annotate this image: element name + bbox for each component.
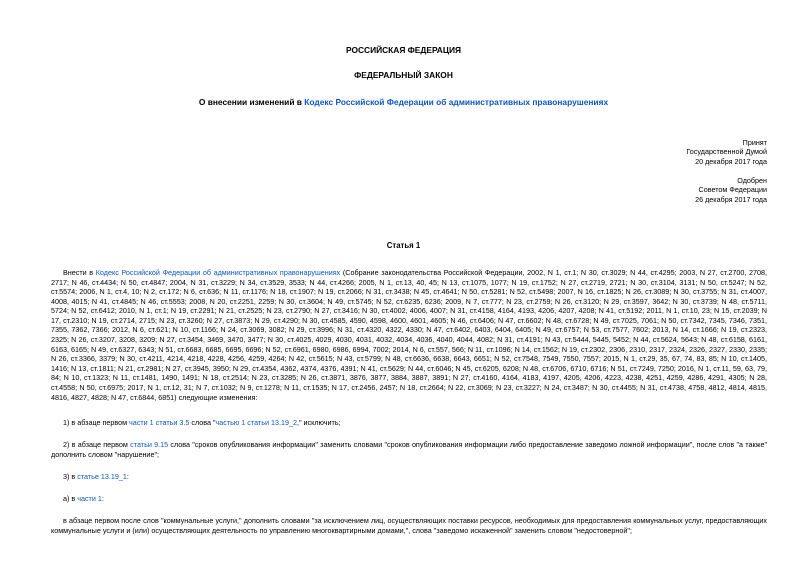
intro-text: (Собрание законодательства Российской Федерации, 2002, N 1, ст.1; N 30, ст.3029; N 44, ст.4295; 2003, N 27, ст.2700, 2708, 2717; N 46, ст.4434; N 50, ст.4847; 2004, N 31, ст.3229; N 34, ст.3529, 3533; N 44, ст.4266; 2005, N 1, ст.13, 40, 45; N 13, ст.1075, 1077; N 19, ст.1752; N 27, ст.2719, 2721; N 30, ст.3104, 3131; N 50, ст.5247; N 52, ст.5574; 2006, N 1, ст.4, 10; N 2, ст.172; N 6, ст.636; N 11, ст.1176; N 18, ст.1907; N 19, ст.2066; N 31, ст.3438; N 45, ст.4641; N 50, ст.5281; N 52, ст.5498; 2007, N 16, ст.1825; N 26, ст.3089; N 30, ст.3755; N 31, ст.4007, 4008, 4015; N 41, ст.4845; N 46, ст.5553; 2008, N 20, ст.2251, 2259; N 30, ст.3604; N 49, ст.5745; N 52, ст.6235, 6236; 2009, N 7, ст.777; N 23, ст.2759; N 26, ст.3120; N 29, ст.3597, 3642; N 30, ст.3739; N 48, ст.5711, 5724; N 52, ст.6412; 2010, N 1, ст.1; N 19, ст.2291; N 21, ст.2525; N 23, ст.2790; N 27, ст.3416; N 30, ст.4002, 4006, 4007; N 31, ст.4158, 4164, 4193, 4206, 4207, 4208; N 41, ст.5192; 2011, N 1, ст.10, 23; N 15, ст.2039; N 17, ст.2310; N 19, ст.2714, 2715; N 23, ст.3260; N 27, ст.3873; N 29, ст.4290; N 30, ст.4585, 4590, 4598, 4600, 4601, 4605; N 46, ст.6406; N 47, ст.6602; N 48, ст.6728; N 49, ст.7025, 7061; N 50, ст.7342, 7345, 7346, 7351, 7355, 7362, 7366; 2012, N 6, ст.621; N 10, ст.1166; N 24, ст.3069, 3082; N 29, ст.3996; N 31, ст.4320, 4322, 4330; N 47, ст.6402, 6403, 6404, 6405; N 49, ст.6757; N 53, ст.7577, 7602; 2013, N 14, ст.1666; N 19, ст.2323, 2325; N 26, ст.3207, 3208, 3209; N 27, ст.3454, 3469, 3470, 3477; N 30, ст.4025, 4029, 4030, 4031, 4032, 4034, 4036, 4040, 4044, 4082; N 31, ст.4191; N 43, ст.5444, 5445, 5452; N 44, ст.5624, 5643; N 48, ст.6158, 6161, 6163, 6165; N 49, ст.6327, 6343; N 51, ст.6683, 6685, 6695, 6696; N 52, ст.6961, 6980, 6986, 6994, 7002; 2014, N 6, ст.557, 566; N 11, ст.1096; N 14, ст.1562; N 19, ст.2302, 2306, 2310, 2317, 2324, 2326, 2327, 2330, 2335; N 26, ст.3366, 3379; N 30, ст.4211, 4214, 4218, 4228, 4256, 4259, 4264; N 42, ст.5615; N 43, ст.5799; N 48, ст.6636, 6638, 6643, 6651; N 52, ст.7548, 7549, 7550, 7557; 2015, N 1, ст.29, 35, 67, 74, 83, 85; N 10, ст.1405, 1416; N 13, ст.1811; N 21, ст.2981; N 27, ст.3945, 3950; N 29, ст.4354, 4362, 4374, 4376, 4391; N 41, ст.5629; N 44, ст.6046; N 45, ст.6205, 6208; N 48, ст.6706, 6710, 6716; N 51, ст.7249, 7250; 2016, N 1, ст.11, 59, 63, 79, 84; N 10, ст.1323; N 11, ст.1481, 1490, 1491; N 18, ст.2514; N 23, ст.3285; N 26, ст.3871, 3876, 3877, 3884, 3887, 3891; N 27, ст.4160, 4164, 4183, 4197, 4205, 4206, 4223, 4238, 4251, 4259, 4286, 4291, 4305; N 28, ст.4558; N 50, ст.6975; 2017, N 1, ст.12, 31; N 7, ст.1032; N 9, ст.1278; N 11, ст.1535; N 17, ст.2456, 2457; N 18, ст.2664; N 22, ст.3069; N 23, ст.3227; N 24, ст.3487; N 30, ст.4455; N 31, ст.4738, 4758, 4812, 4814, 4815, 4816, 4827, 4828; N 47, ст.6844, 6851) следующие изменения:: [51, 268, 767, 402]
item-3-text-b: :: [126, 472, 129, 481]
item-2-text-a: 2) в абзаце первом: [63, 440, 131, 449]
approved-block: [695, 176, 767, 204]
link-article9-15[interactable]: статьи 9.15: [130, 440, 169, 449]
approved-line3: 26 декабря 2017 года: [695, 194, 767, 204]
federation-heading: РОССИЙСКАЯ ФЕДЕРАЦИЯ: [345, 45, 462, 55]
article-intro-paragraph: [51, 268, 767, 402]
link-part1[interactable]: части 1: [77, 494, 102, 503]
link-article13-19-1[interactable]: статье 13.19_1: [77, 472, 127, 481]
law-title-prefix: О внесении изменений в: [198, 97, 305, 107]
accepted-line2: Государственной Думой: [686, 147, 767, 157]
intro-prefix: Внести в: [63, 268, 96, 277]
item-5-paragraph: в абзаце первом после слов "коммунальные услуги," дополнить словами "за исключением лиц, осуществляющих поставки ресурсов, необходимых для предоставления коммунальных услуг, предоставляющих коммунальные услуги и (или) осуществляющих деятельность по управлению многоквартирными домами,", слова "заведомо искаженной" заменить словом "недостоверной";: [51, 516, 767, 535]
item-3-paragraph: [51, 472, 767, 482]
link-part1-article3-5[interactable]: части 1 статьи 3.5: [129, 418, 190, 427]
item-3-text-a: 3) в: [63, 472, 78, 481]
item-1-paragraph: [51, 418, 767, 428]
law-type-heading: ФЕДЕРАЛЬНЫЙ ЗАКОН: [354, 70, 453, 80]
item-1-text-a: 1) в абзаце первом: [63, 418, 130, 427]
accepted-line3: 20 декабря 2017 года: [695, 156, 767, 166]
article-heading: Статья 1: [386, 241, 421, 250]
item-4-paragraph: [51, 494, 767, 504]
item-1-text-b: слова ": [189, 418, 216, 427]
code-link-intro[interactable]: Кодекс Российской Федерации об административных правонарушениях: [95, 268, 341, 277]
approved-line1: Одобрен: [737, 176, 767, 185]
item-4-text-a: а) в: [63, 494, 78, 503]
accepted-block: [686, 138, 767, 166]
accepted-line1: Принят: [742, 138, 767, 147]
code-link-title[interactable]: Кодекс Российской Федерации об административных правонарушениях: [304, 97, 609, 107]
item-1-text-c: ," исключить;: [296, 418, 341, 427]
item-2-paragraph: [51, 440, 767, 459]
item-4-text-b: :: [101, 494, 104, 503]
law-title: [0, 97, 807, 107]
item-2-text-b: слова "сроков опубликования информации" заменить словами "сроков опубликования информации либо предоставление заведомо ложной информации", после слов "а также" дополнить словом "нарушение";: [51, 440, 767, 459]
link-part1-article13-19-2[interactable]: частью 1 статьи 13.19_2: [215, 418, 297, 427]
approved-line2: Советом Федерации: [698, 185, 767, 195]
